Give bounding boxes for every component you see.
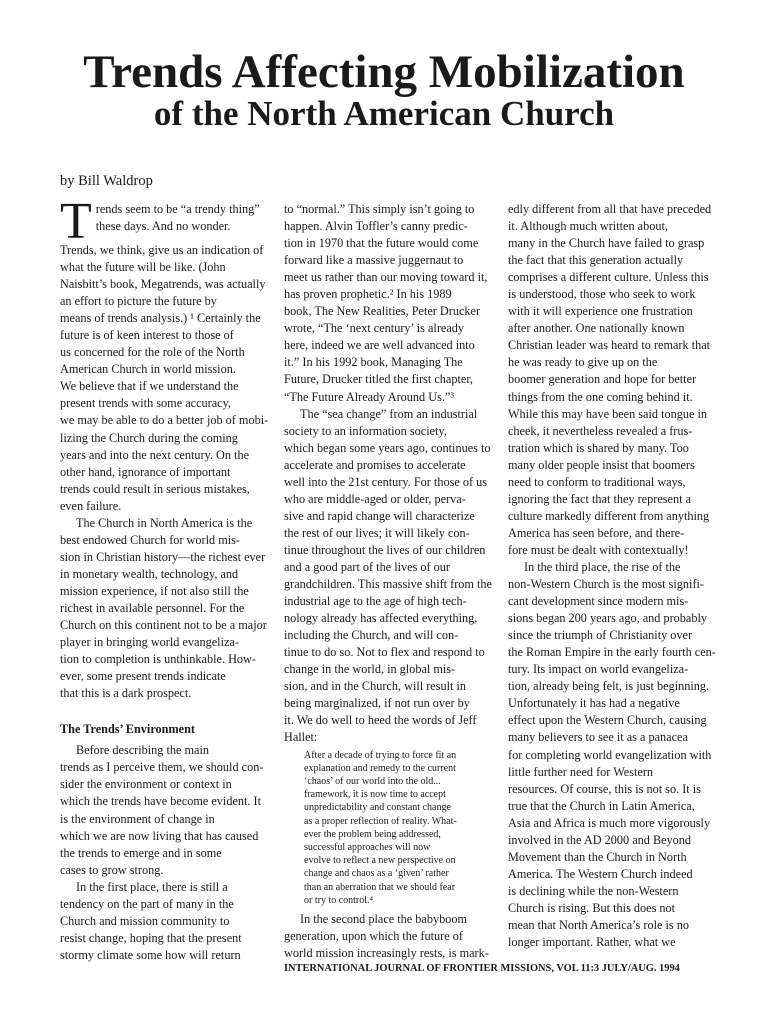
text-line: effect upon the Western Church, causing [508, 713, 707, 728]
text-line: trends could result in serious mistakes, [60, 481, 250, 496]
text-line: means of trends analysis.) ¹ Certainly the [60, 311, 261, 326]
text-line: since the triumph of Christianity over [508, 628, 693, 643]
text-line: which we are now living that has caused [60, 828, 259, 843]
section-heading: The Trends’ Environment [60, 722, 196, 737]
text-line: framework, it is now time to accept [304, 789, 446, 801]
text-line: that this is a dark prospect. [60, 686, 192, 701]
text-line: which the trends have become evident. It [60, 794, 262, 809]
paragraph-1 [60, 193, 269, 515]
article-title-line1: Trends Affecting Mobilization [83, 46, 685, 98]
text-line: an effort to picture the future by [60, 294, 217, 309]
text-line: sion in Christian history—the richest ever [60, 549, 266, 564]
paragraph-9 [508, 559, 716, 951]
text-line: in monetary wealth, technology, and [60, 566, 239, 581]
text-line: fore must be dealt with contextually! [508, 542, 689, 557]
text-line: the fact that this generation actually [508, 253, 684, 268]
text-line: The Church in North America is the [76, 515, 253, 530]
text-line: tion, already being felt, is just beginning. [508, 679, 710, 694]
text-line: Unfortunately it has had a negative [508, 696, 680, 711]
text-line: being marginalized, if not run over by [284, 696, 470, 711]
text-line: it.” In his 1992 book, Managing The [284, 355, 463, 370]
text-line: is the environment of change in [60, 811, 215, 826]
text-line: The “sea change” from an industrial [300, 406, 478, 421]
text-line: explanation and remedy to the current [304, 762, 456, 774]
text-line: as a proper reflection of reality. What- [304, 815, 457, 827]
text-line: resources. Of course, this is not so. It is [508, 781, 701, 796]
text-line: tinue throughout the lives of our children [284, 542, 486, 557]
paragraph-3 [60, 742, 264, 878]
paragraph-5 [284, 201, 488, 406]
text-line: Asia and Africa is much more vigorously [508, 815, 711, 830]
text-line: and a good part of the lives of our [284, 559, 451, 574]
text-line: us concerned for the role of the North [60, 345, 245, 360]
text-line: after another. One nationally known [508, 321, 685, 336]
text-line: things from the one coming behind it. [508, 389, 693, 404]
text-line: meet us rather than our moving toward it, [284, 270, 488, 285]
text-line: Church is rising. But this does not [508, 900, 676, 915]
text-line: After a decade of trying to force fit an [304, 749, 457, 761]
text-line: tury. Its impact on world evangeliza- [508, 662, 689, 677]
text-line: America. The Western Church indeed [508, 866, 693, 881]
text-line: rends seem to be “a trendy thing” [95, 202, 260, 216]
text-line: stormy climate some how will return [60, 947, 241, 962]
text-line: culture markedly different from anything [508, 508, 710, 523]
text-line: the rest of our lives; it will likely con- [284, 525, 470, 540]
text-line: wrote, “The ‘next century’ is already [284, 321, 465, 336]
article-title-line2: of the North American Church [153, 94, 615, 133]
paragraph-1-body [60, 242, 269, 515]
text-line: Church on this continent not to be a major [60, 618, 267, 633]
text-line: trends as I perceive them, we should con- [60, 760, 264, 775]
text-line: we may be able to do a better job of mobi- [60, 413, 269, 428]
text-line: lizing the Church during the coming [60, 430, 238, 445]
drop-cap: T [60, 193, 92, 250]
text-line: present trends with some accuracy, [60, 396, 231, 411]
text-line: Before describing the main [76, 743, 210, 758]
text-line: Church and mission community to [60, 913, 230, 928]
text-line: or try to control.⁴ [304, 894, 374, 906]
text-line: comprises a different culture. Unless this [508, 270, 709, 285]
text-line: who are middle-aged or older, perva- [284, 491, 466, 506]
text-line: even failure. [60, 498, 122, 513]
text-line: evolve to reflect a new perspective on [304, 855, 456, 867]
text-line: successful approaches will now [304, 841, 431, 853]
text-line: world mission increasingly rests, is mark- [284, 946, 489, 961]
text-line: cheek, it nevertheless revealed a frus- [508, 423, 693, 438]
text-line: edly different from all that have preceded [508, 202, 712, 216]
text-line: nology already has affected everything, [284, 611, 478, 626]
text-line: the Roman Empire in the early fourth cen- [508, 645, 716, 660]
text-line: change and chaos as a ‘given’ rather [304, 868, 449, 880]
text-line: mean that North America’s role is no [508, 917, 689, 932]
text-line: what the future will be like. (John [60, 260, 226, 275]
text-line: tinue to do so. Not to flex and respond to [284, 645, 485, 660]
byline: by Bill Waldrop [60, 173, 153, 189]
text-line: sion, and in the Church, will result in [284, 679, 467, 694]
text-line: Christian leader was heard to remark that [508, 338, 711, 353]
text-line: Future, Drucker titled the first chapter, [284, 372, 473, 387]
text-line: resist change, hoping that the present [60, 930, 242, 945]
column-3 [508, 201, 716, 951]
text-line: than an aberration that we should fear [304, 881, 456, 893]
paragraph-6 [284, 406, 492, 747]
text-line: cant development since modern mis- [508, 594, 689, 609]
text-line: While this may have been said tongue in [508, 406, 708, 421]
text-line: to “normal.” This simply isn’t going to [284, 202, 475, 216]
paragraph-7 [284, 911, 489, 962]
text-line: it. We do well to heed the words of Jeff [284, 713, 477, 728]
text-line: generation, upon which the future of [284, 928, 463, 943]
text-line: ignoring the fact that they represent a [508, 491, 691, 506]
block-quote [284, 749, 484, 907]
text-line: for completing world evangelization with [508, 747, 712, 762]
text-line: sions began 200 years ago, and probably [508, 611, 708, 626]
text-line: America has seen before, and there- [508, 525, 685, 540]
text-line: sive and rapid change will characterize [284, 508, 475, 523]
text-line: many in the Church have failed to grasp [508, 236, 705, 251]
text-line: it. Although much written about, [508, 219, 668, 234]
text-line: boomer generation and hope for better [508, 372, 697, 387]
text-line: well into the 21st century. For those of us [284, 474, 488, 489]
text-line: which began some years ago, continues to [284, 440, 491, 455]
text-line: book, The New Realities, Peter Drucker [284, 304, 481, 319]
text-line: cases to grow strong. [60, 862, 164, 877]
text-line: the trends to emerge and in some [60, 845, 222, 860]
text-line: unpredictability and constant change [304, 802, 451, 814]
text-line: years and into the next century. On the [60, 447, 250, 462]
text-line: In the second place the babyboom [300, 911, 468, 926]
text-line: industrial age to the age of high tech- [284, 594, 467, 609]
text-line: Movement than the Church in North [508, 849, 687, 864]
text-line: tendency on the part of many in the [60, 896, 234, 911]
paragraph-8 [508, 201, 712, 559]
text-line: these days. And no wonder. [95, 219, 231, 234]
text-line: tration which is shared by many. Too [508, 440, 689, 455]
column-1 [60, 193, 269, 964]
text-line: is declining while the non-Western [508, 883, 679, 898]
text-line: is understood, those who seek to work [508, 287, 696, 302]
text-line: including the Church, and will con- [284, 628, 459, 643]
text-line: American Church in world mission. [60, 362, 236, 377]
text-line: We believe that if we understand the [60, 379, 239, 394]
text-line: ever, some present trends indicate [60, 669, 226, 684]
text-line: grandchildren. This massive shift from the [284, 577, 492, 592]
text-line: happen. Alvin Toffler’s canny predic- [284, 219, 468, 234]
text-line: with it will experience one frustration [508, 304, 693, 319]
column-2 [284, 201, 492, 962]
text-line: longer important. Rather, what we [508, 935, 676, 950]
text-line: ever the problem being addressed, [304, 828, 441, 840]
text-line: need to conform to traditional ways, [508, 474, 686, 489]
text-line: richest in available personnel. For the [60, 600, 245, 615]
text-line: true that the Church in Latin America, [508, 798, 695, 813]
text-line: here, indeed we are well advanced into [284, 338, 475, 353]
text-line: mission experience, if not also still the [60, 583, 249, 598]
text-line: many older people insist that boomers [508, 457, 695, 472]
text-line: other hand, ignorance of important [60, 464, 231, 479]
text-line: forward like a massive juggernaut to [284, 253, 464, 268]
text-line: In the third place, the rise of the [524, 559, 681, 574]
text-line: change in the world, in global mis- [284, 662, 456, 677]
text-line: future is of keen interest to those of [60, 328, 234, 343]
text-line: ‘chaos’ of our world into the old... [304, 775, 441, 787]
text-line: non-Western Church is the most signifi- [508, 577, 705, 592]
text-line: “The Future Already Around Us.”³ [284, 389, 455, 404]
journal-footer: INTERNATIONAL JOURNAL OF FRONTIER MISSIONS, VOL 11:3 JULY/AUG. 1994 [284, 963, 680, 974]
text-line: involved in the AD 2000 and Beyond [508, 832, 692, 847]
paragraph-2 [60, 515, 267, 703]
text-line: sider the environment or context in [60, 777, 232, 792]
paragraph-4 [60, 879, 260, 964]
text-line: Hallet: [284, 730, 318, 745]
text-line: tion in 1970 that the future would come [284, 236, 479, 251]
text-line: Naisbitt’s book, Megatrends, was actually [60, 277, 266, 292]
text-line: In the first place, there is still a [76, 879, 228, 894]
text-line: accelerate and promises to accelerate [284, 457, 466, 472]
text-line: best endowed Church for world mis- [60, 532, 240, 547]
text-line: tion to completion is unthinkable. How- [60, 652, 256, 667]
text-line: player in bringing world evangeliza- [60, 635, 239, 650]
text-line: has proven prophetic.² In his 1989 [284, 287, 452, 302]
text-line: many believers to see it as a panacea [508, 730, 688, 745]
text-line: little further need for Western [508, 764, 654, 779]
text-line: Trends, we think, give us an indication of [60, 243, 264, 257]
text-line: society to an information society, [284, 423, 447, 438]
text-line: he was ready to give up on the [508, 355, 658, 370]
